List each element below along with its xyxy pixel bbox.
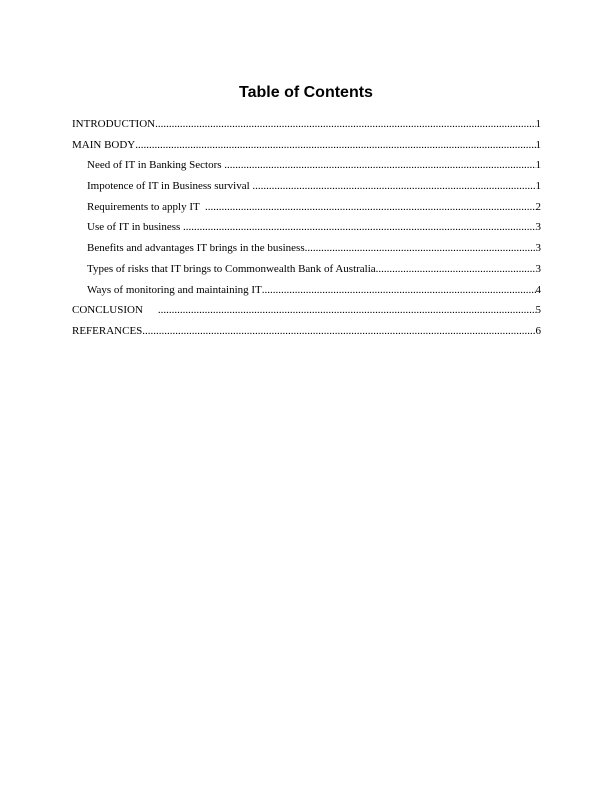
toc-dot-leader bbox=[305, 242, 536, 254]
toc-title: Table of Contents bbox=[239, 84, 373, 101]
toc-dot-leader bbox=[205, 201, 535, 213]
toc-entry-label: MAIN BODY bbox=[72, 138, 136, 151]
toc-entry-label: Need of IT in Banking Sectors bbox=[87, 159, 225, 172]
toc-page-number: 3 bbox=[535, 262, 541, 275]
toc-page-number: 6 bbox=[535, 324, 541, 337]
toc-page-number: 1 bbox=[535, 118, 541, 130]
toc-dot-leader bbox=[262, 284, 536, 296]
toc-entry-use-of-it[interactable] bbox=[72, 221, 541, 242]
toc-entry-label: Ways of monitoring and maintaining IT bbox=[87, 283, 262, 296]
toc-entry-introduction[interactable] bbox=[72, 118, 541, 139]
toc-entry-label: INTRODUCTION bbox=[72, 118, 156, 130]
toc-entry-requirements[interactable] bbox=[72, 201, 541, 222]
toc-entry-impotence-of-it[interactable] bbox=[72, 180, 541, 201]
toc-dot-leader bbox=[158, 304, 536, 316]
toc-page-number: 1 bbox=[535, 159, 541, 172]
toc-entry-references[interactable] bbox=[72, 325, 541, 346]
toc-list bbox=[72, 118, 541, 346]
toc-dot-leader bbox=[155, 118, 535, 130]
toc-entry-label: Requirements to apply IT bbox=[87, 200, 206, 213]
toc-page-number: 3 bbox=[535, 242, 541, 255]
toc-entry-conclusion[interactable] bbox=[72, 304, 541, 325]
toc-entry-label: Impotence of IT in Business survival bbox=[87, 180, 253, 193]
toc-page-number: 1 bbox=[535, 180, 541, 193]
toc-entry-label: CONCLUSION bbox=[72, 304, 143, 317]
toc-dot-leader bbox=[135, 139, 535, 151]
toc-entry-label: Benefits and advantages IT brings in the business bbox=[87, 242, 305, 255]
toc-page-number: 3 bbox=[535, 221, 541, 234]
toc-entry-label: REFERANCES bbox=[72, 324, 143, 337]
toc-dot-leader bbox=[252, 180, 535, 192]
toc-entry-types-of-risks[interactable] bbox=[72, 263, 541, 284]
toc-page-number: 5 bbox=[535, 304, 541, 317]
toc-entry-need-of-it[interactable] bbox=[72, 159, 541, 180]
toc-dot-leader bbox=[224, 159, 535, 171]
toc-dot-leader bbox=[142, 325, 535, 337]
toc-entry-label: Use of IT in business bbox=[87, 221, 184, 234]
toc-entry-main-body[interactable] bbox=[72, 139, 541, 160]
toc-dot-leader bbox=[376, 263, 536, 275]
toc-dot-leader bbox=[183, 221, 535, 233]
toc-page-number: 4 bbox=[535, 283, 541, 296]
toc-page-number: 1 bbox=[535, 138, 541, 151]
toc-entry-benefits[interactable] bbox=[72, 242, 541, 263]
toc-entry-ways-of-monitoring[interactable] bbox=[72, 284, 541, 305]
toc-entry-label: Types of risks that IT brings to Commonwealth Bank of Australia bbox=[87, 262, 376, 275]
toc-page-number: 2 bbox=[535, 200, 541, 213]
